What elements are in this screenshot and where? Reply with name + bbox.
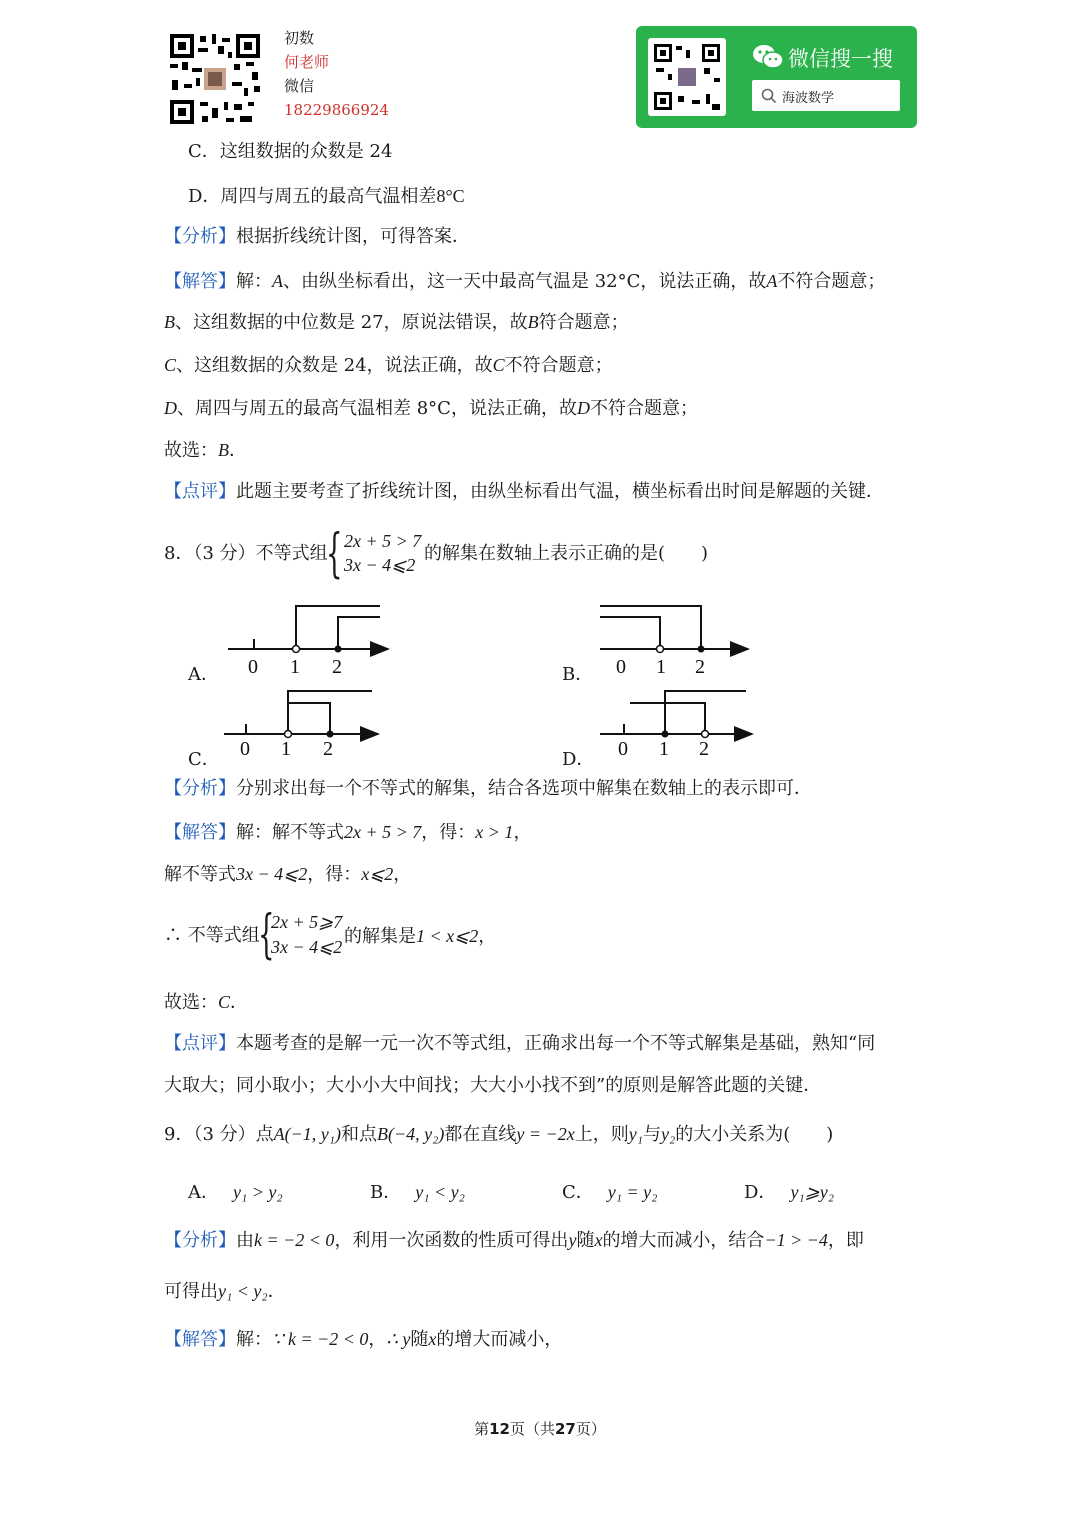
q8-solution-line-1 <box>164 818 531 847</box>
solution-text: 解：解不等式 <box>236 822 344 843</box>
stem-text: 上，则 <box>574 1124 629 1145</box>
brace-symbol: { <box>258 905 275 965</box>
analysis-text: ，利用一次函数的性质可得出 <box>334 1230 569 1251</box>
q8-ineq-2: 3x − 4⩽2 <box>344 555 416 575</box>
q8-solution-ineq-2: 3x − 4⩽2 <box>271 937 343 957</box>
solution-text: 的增大而减小， <box>436 1329 563 1350</box>
q9-option-a <box>188 1178 283 1207</box>
answer-label: 故选： <box>164 992 218 1013</box>
q9-solution-line-1 <box>164 1325 562 1354</box>
solution-tag: 【解答】 <box>164 271 236 292</box>
math-expr: x > 1 <box>475 822 514 842</box>
teacher-contact <box>284 26 389 122</box>
analysis-text: 根据折线统计图，可得答案． <box>236 226 470 247</box>
q7-solution-line-3 <box>164 351 613 380</box>
answer-punct: ． <box>229 440 247 461</box>
solution-text: 随 <box>410 1329 429 1350</box>
analysis-text: 随 <box>576 1230 595 1251</box>
q8-answer <box>164 988 248 1017</box>
svg-text:2: 2 <box>699 738 709 760</box>
stem-text: 9．（3 分）点 <box>164 1124 274 1145</box>
svg-text:1: 1 <box>659 738 669 760</box>
solution-text: ， <box>513 822 532 843</box>
math-var: y <box>568 1230 577 1250</box>
math-var: D <box>164 398 177 418</box>
wechat-search-title: 微信搜一搜 <box>788 47 893 71</box>
tick-0: 0 <box>248 656 258 678</box>
solution-text: 、由纵坐标看出，这一天中最高气温是 32°C，说法正确，故 <box>283 271 767 292</box>
math-expr: −1 > −4 <box>764 1230 828 1250</box>
contact-line-3: 微信 <box>284 77 315 95</box>
analysis-text: 由 <box>236 1230 254 1251</box>
q9-analysis-line-2 <box>164 1277 286 1306</box>
q8-solution-line-2 <box>164 860 411 889</box>
answer-label: 故选： <box>164 440 218 461</box>
svg-text:1: 1 <box>281 738 291 760</box>
q7-solution-line-1 <box>164 267 885 296</box>
footer-text: 页（共 <box>509 1420 555 1438</box>
analysis-text: 可得出 <box>164 1281 218 1302</box>
analysis-text: 分别求出每一个不等式的解集，结合各选项中解集在数轴上的表示即可． <box>236 778 812 799</box>
q8-comment-line-2: 大取大；同小取小；大小小大中间找；大大小小找不到”的原则是解答此题的关键． <box>164 1075 822 1096</box>
comment-text: 本题考查的是解一元一次不等式组，正确求出每一个不等式解集是基础，熟知“同 <box>236 1033 876 1054</box>
option-text: y₁ < y₂ <box>415 1182 465 1202</box>
q8-solution-system <box>271 910 342 960</box>
math-var: y₁ <box>628 1124 643 1144</box>
math-var: C <box>164 355 177 375</box>
page-footer <box>0 1418 1080 1439</box>
q9-option-c <box>562 1178 657 1207</box>
math-var: D <box>576 398 590 418</box>
option-c-figure <box>224 691 378 760</box>
stem-text: 和点 <box>341 1124 378 1145</box>
option-label: A． <box>188 1182 219 1203</box>
qr-code-icon <box>168 32 262 126</box>
answer-punct: ． <box>230 992 249 1013</box>
math-var: y₂ <box>660 1124 676 1144</box>
math-var: C <box>492 355 505 375</box>
q7-option-c: C．这组数据的众数是 24 <box>188 141 393 162</box>
math-var: B <box>164 312 175 332</box>
solution-text: 不符合题意； <box>504 355 613 376</box>
math-expr: 1 < x⩽2 <box>416 926 479 946</box>
analysis-text: ． <box>267 1281 286 1302</box>
solution-tag: 【解答】 <box>164 822 236 843</box>
solution-text: ，得： <box>421 822 476 843</box>
comment-tag: 【点评】 <box>164 1033 236 1054</box>
q8-solution-line-3-tail <box>344 922 496 951</box>
svg-text:2: 2 <box>695 656 705 678</box>
tick-2: 2 <box>332 656 342 678</box>
math-expr: 2x + 5 > 7 <box>344 822 422 842</box>
solution-text: ，得： <box>307 864 362 885</box>
q7-solution-line-2 <box>164 308 629 337</box>
solution-text: ， <box>368 1329 387 1350</box>
q8-stem-tail: 的解集在数轴上表示正确的是( ) <box>424 543 709 564</box>
option-d-figure <box>600 691 752 760</box>
solution-text: 的解集是 <box>344 926 416 947</box>
option-text: y₁ > y₂ <box>233 1182 283 1202</box>
wechat-qr-code-icon <box>648 38 726 116</box>
wechat-search-text: 海波数学 <box>782 91 835 106</box>
q8-solution-line-3-label: ∴ 不等式组 <box>164 925 260 946</box>
contact-name: 何老师 <box>284 53 330 71</box>
solution-text: 不符合题意； <box>777 271 886 292</box>
solution-text: 解： <box>236 1329 272 1350</box>
solution-text: 、这组数据的众数是 24，说法正确，故 <box>176 355 493 376</box>
analysis-tag: 【分析】 <box>164 1230 236 1251</box>
math-expr: A(−1, y₁) <box>273 1124 342 1144</box>
analysis-tag: 【分析】 <box>164 226 236 247</box>
tick-1: 1 <box>290 656 300 678</box>
math-expr: 3x − 4⩽2 <box>236 864 308 884</box>
q8-stem-label: 8．（3 分）不等式组 <box>164 543 328 564</box>
wechat-search-banner <box>636 26 917 128</box>
q8-option-c-label: C． <box>188 749 220 770</box>
q7-answer <box>164 436 247 465</box>
solution-text: ， <box>393 864 412 885</box>
answer-value: B <box>218 440 229 460</box>
stem-text: 的大小关系为( ) <box>675 1124 834 1145</box>
svg-text:1: 1 <box>656 656 666 678</box>
math-expr: y₁ < y₂ <box>218 1281 268 1301</box>
contact-line-1: 初数 <box>284 29 315 47</box>
stem-text: 与 <box>642 1124 661 1145</box>
footer-text: 第 <box>474 1420 490 1438</box>
math-var: A <box>766 271 778 291</box>
q7-option-d <box>188 182 465 211</box>
page-total: 27 <box>555 1420 576 1438</box>
q9-option-d <box>744 1178 834 1207</box>
q7-solution-line-4 <box>164 394 698 423</box>
svg-text:0: 0 <box>618 738 628 760</box>
q8-ineq-1: 2x + 5 > 7 <box>344 531 422 551</box>
math-var: x <box>428 1329 437 1349</box>
svg-text:0: 0 <box>240 738 250 760</box>
option-a-figure <box>228 606 388 678</box>
q8-solution-ineq-1: 2x + 5⩾7 <box>271 912 343 932</box>
solution-text: 、周四与周五的最高气温相差 8°C，说法正确，故 <box>177 398 577 419</box>
q7-comment <box>164 478 884 506</box>
brace-symbol: { <box>326 524 343 584</box>
solution-text: 符合题意； <box>538 312 629 333</box>
solution-text: ， <box>478 926 497 947</box>
option-text: y₁ = y₂ <box>607 1182 658 1202</box>
contact-phone: 18229866924 <box>284 101 389 119</box>
comment-tag: 【点评】 <box>164 481 236 502</box>
wechat-logo-icon <box>752 43 784 76</box>
option-label: C． <box>562 1182 594 1203</box>
comment-text: 此题主要考查了折线统计图，由纵坐标看出气温，横坐标看出时间是解题的关键． <box>236 481 884 502</box>
math-expr: y = −2x <box>516 1124 575 1144</box>
analysis-text: ，即 <box>827 1230 864 1251</box>
math-expr: x⩽2 <box>361 864 394 884</box>
svg-text:0: 0 <box>616 656 626 678</box>
solution-text: 不符合题意； <box>589 398 698 419</box>
math-expr: ∵ k = −2 < 0 <box>272 1329 369 1349</box>
math-var: B <box>527 312 539 332</box>
solution-text: 、这组数据的中位数是 27，原说法错误，故 <box>175 312 528 333</box>
stem-text: 都在直线 <box>444 1124 517 1145</box>
q9-analysis-line-1 <box>164 1226 864 1255</box>
search-icon <box>761 88 777 108</box>
page-number: 12 <box>489 1420 510 1438</box>
q8-analysis <box>164 775 812 803</box>
math-expr: k = −2 < 0 <box>254 1230 335 1250</box>
q8-option-b-label: B． <box>562 664 594 685</box>
q7-analysis <box>164 223 470 251</box>
q9-option-b <box>370 1178 465 1207</box>
q9-stem <box>164 1120 833 1149</box>
option-b-figure <box>600 606 748 678</box>
option-label: B． <box>370 1182 402 1203</box>
solution-text: 解： <box>236 271 272 292</box>
math-expr: B(−4, y₂) <box>377 1124 445 1144</box>
solution-tag: 【解答】 <box>164 1329 236 1350</box>
q7-option-d-text: D．周四与周五的最高气温相差 <box>188 186 437 207</box>
q8-system <box>344 529 421 577</box>
option-text: y₁⩾y₂ <box>790 1182 835 1202</box>
math-var: x <box>594 1230 603 1250</box>
analysis-text: 的增大而减小，结合 <box>602 1230 765 1251</box>
q8-number-lines <box>180 595 780 775</box>
q8-option-a-label: A． <box>188 664 219 685</box>
answer-value: C <box>218 992 231 1012</box>
footer-text: 页） <box>575 1420 606 1438</box>
q8-comment-line-1 <box>164 1030 875 1058</box>
math-expr: ∴ y <box>386 1329 411 1349</box>
wechat-search-box[interactable] <box>752 80 900 111</box>
q8-option-d-label: D． <box>562 749 595 770</box>
option-label: D． <box>744 1182 777 1203</box>
svg-text:2: 2 <box>323 738 333 760</box>
solution-text: 解不等式 <box>164 864 236 885</box>
math-var: A <box>272 271 283 291</box>
q7-option-d-temp: 8°C <box>436 186 465 206</box>
analysis-tag: 【分析】 <box>164 778 236 799</box>
